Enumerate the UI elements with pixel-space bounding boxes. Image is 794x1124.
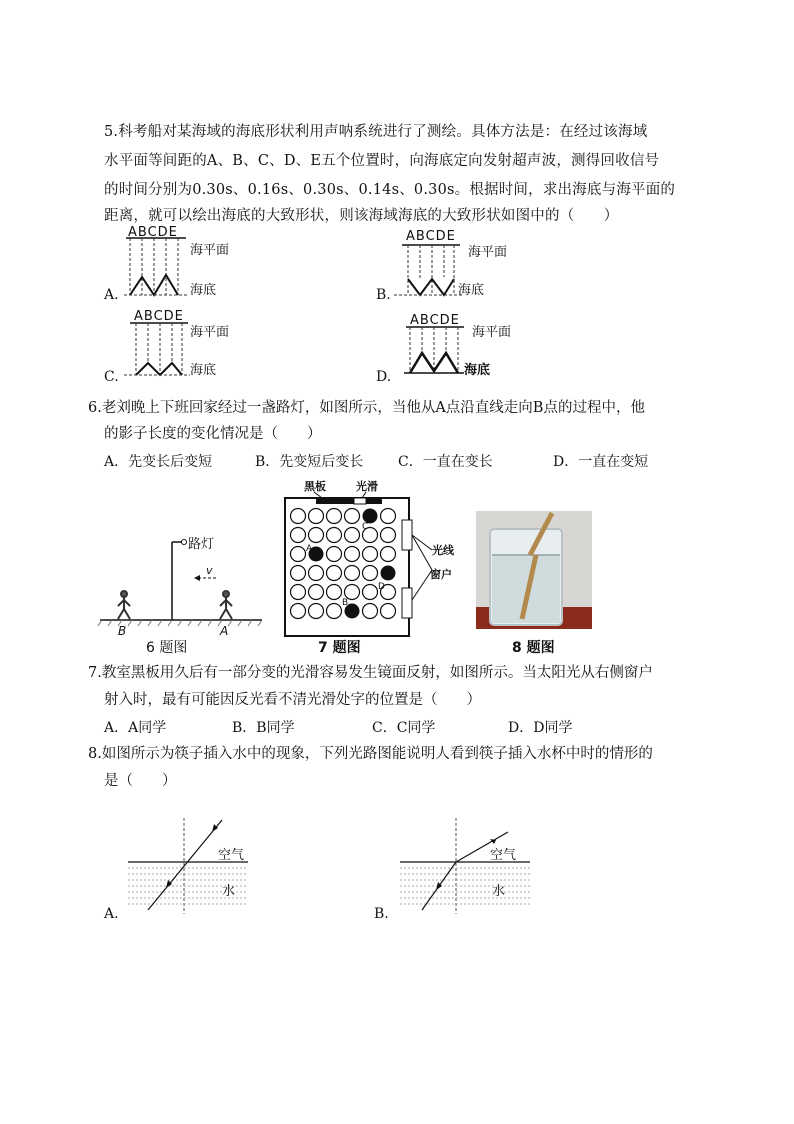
q5-b-floor-label: 海底	[458, 283, 485, 298]
q5-b-surface-label: 海平面	[468, 245, 508, 260]
q5-c-surface-label: 海平面	[190, 325, 230, 340]
q5-option-b[interactable]: B.	[376, 287, 391, 303]
fig8-caption: 8 题图	[512, 640, 555, 656]
fig7-classroom	[284, 490, 474, 638]
q8-b-light-path	[398, 818, 534, 918]
fig6-caption: 6 题图	[146, 640, 188, 656]
q5-option-c[interactable]: C.	[104, 369, 119, 385]
fig6-lamp-label: 路灯	[188, 537, 215, 552]
q5-a-surface-label: 海平面	[190, 243, 230, 258]
fig7-smooth-label: 光滑	[356, 480, 378, 493]
q6-line-1: 6.老刘晚上下班回家经过一盏路灯，如图所示，当他从A点沿直线走向B点的过程中，他	[88, 400, 645, 416]
fig7-seat-b: B	[342, 598, 349, 608]
q6-option-d[interactable]: D．一直在变短	[553, 454, 649, 470]
q8-option-a[interactable]: A.	[104, 906, 119, 922]
q6-option-b[interactable]: B．先变短后变长	[255, 454, 364, 470]
fig7-seat-a: A	[306, 544, 313, 554]
q8-a-light-path	[124, 818, 254, 918]
q7-option-d[interactable]: D．D同学	[508, 720, 573, 736]
q5-option-d[interactable]: D.	[376, 369, 392, 385]
q8-line-1: 8.如图所示为筷子插入水中的现象，下列光路图能说明人看到筷子插入水杯中时的情形的	[88, 746, 653, 762]
q5-c-letters: ABCDE	[134, 309, 184, 324]
q5-line-3: 的时间分别为0.30s、0.16s、0.30s、0.14s、0.30s。根据时间，求出海底与海平面的	[104, 182, 676, 198]
q8-option-b[interactable]: B.	[374, 906, 389, 922]
q7-option-c[interactable]: C．C同学	[372, 720, 436, 736]
q8-a-air-label: 空气	[218, 848, 245, 863]
q5-b-letters: ABCDE	[406, 229, 456, 244]
q6-option-c[interactable]: C．一直在变长	[398, 454, 493, 470]
q7-option-b[interactable]: B．B同学	[232, 720, 295, 736]
q5-d-diagram	[404, 323, 468, 381]
q5-c-diagram	[124, 319, 192, 381]
q8-option-b-diagram[interactable]	[374, 818, 544, 922]
fig8-glass-photo	[476, 511, 592, 629]
q5-option-a[interactable]: A.	[104, 287, 119, 303]
q8-line-2: 是（ ）	[104, 773, 177, 789]
q5-a-floor-label: 海底	[190, 283, 217, 298]
q8-a-water-label: 水	[222, 884, 236, 899]
q5-a-diagram	[124, 235, 190, 301]
q5-d-floor-label: 海底	[464, 363, 491, 378]
q5-c-floor-label: 海底	[190, 363, 217, 378]
fig7-light-label: 光线	[432, 544, 454, 557]
fig6-scene	[96, 520, 266, 640]
q8-b-air-label: 空气	[490, 848, 517, 863]
fig6-point-a: A	[220, 624, 229, 638]
q8-option-a-diagram[interactable]	[104, 818, 264, 922]
q5-b-diagram	[394, 239, 466, 301]
q6-line-2: 的影子长度的变化情况是（ ）	[104, 426, 322, 442]
q5-line-2: 水平面等间距的A、B、C、D、E五个位置时，向海底定向发射超声波，测得回收信号	[104, 153, 660, 169]
fig7-window-label: 窗户	[430, 568, 452, 581]
fig7-seat-c: C	[362, 522, 369, 532]
q5-d-letters: ABCDE	[410, 313, 460, 328]
q8-b-water-label: 水	[492, 884, 506, 899]
fig7-caption: 7 题图	[318, 640, 361, 656]
fig6-point-b: B	[118, 624, 127, 638]
fig7-blackboard-label: 黑板	[304, 480, 326, 493]
q5-a-letters: ABCDE	[128, 225, 178, 240]
fig6-velocity-label: v	[206, 564, 213, 577]
q5-line-4: 距离，就可以绘出海底的大致形状，则该海域海底的大致形状如图中的（ ）	[104, 208, 619, 224]
q6-option-a[interactable]: A．先变长后变短	[104, 454, 213, 470]
q7-line-1: 7.教室黑板用久后有一部分变的光滑容易发生镜面反射，如图所示。当太阳光从右侧窗户	[88, 665, 653, 681]
q7-line-2: 射入时，最有可能因反光看不清光滑处字的位置是（ ）	[104, 692, 481, 708]
q5-d-surface-label: 海平面	[472, 325, 512, 340]
q5-line-1: 5.科考船对某海域的海底形状利用声呐系统进行了测绘。具体方法是：在经过该海域	[104, 124, 648, 140]
figure-7	[284, 478, 474, 638]
q5-diagrams	[104, 225, 704, 385]
fig7-seat-d: D	[378, 582, 385, 592]
figure-8-photo	[476, 511, 592, 629]
figure-6	[96, 520, 266, 640]
q7-option-a[interactable]: A．A同学	[104, 720, 167, 736]
